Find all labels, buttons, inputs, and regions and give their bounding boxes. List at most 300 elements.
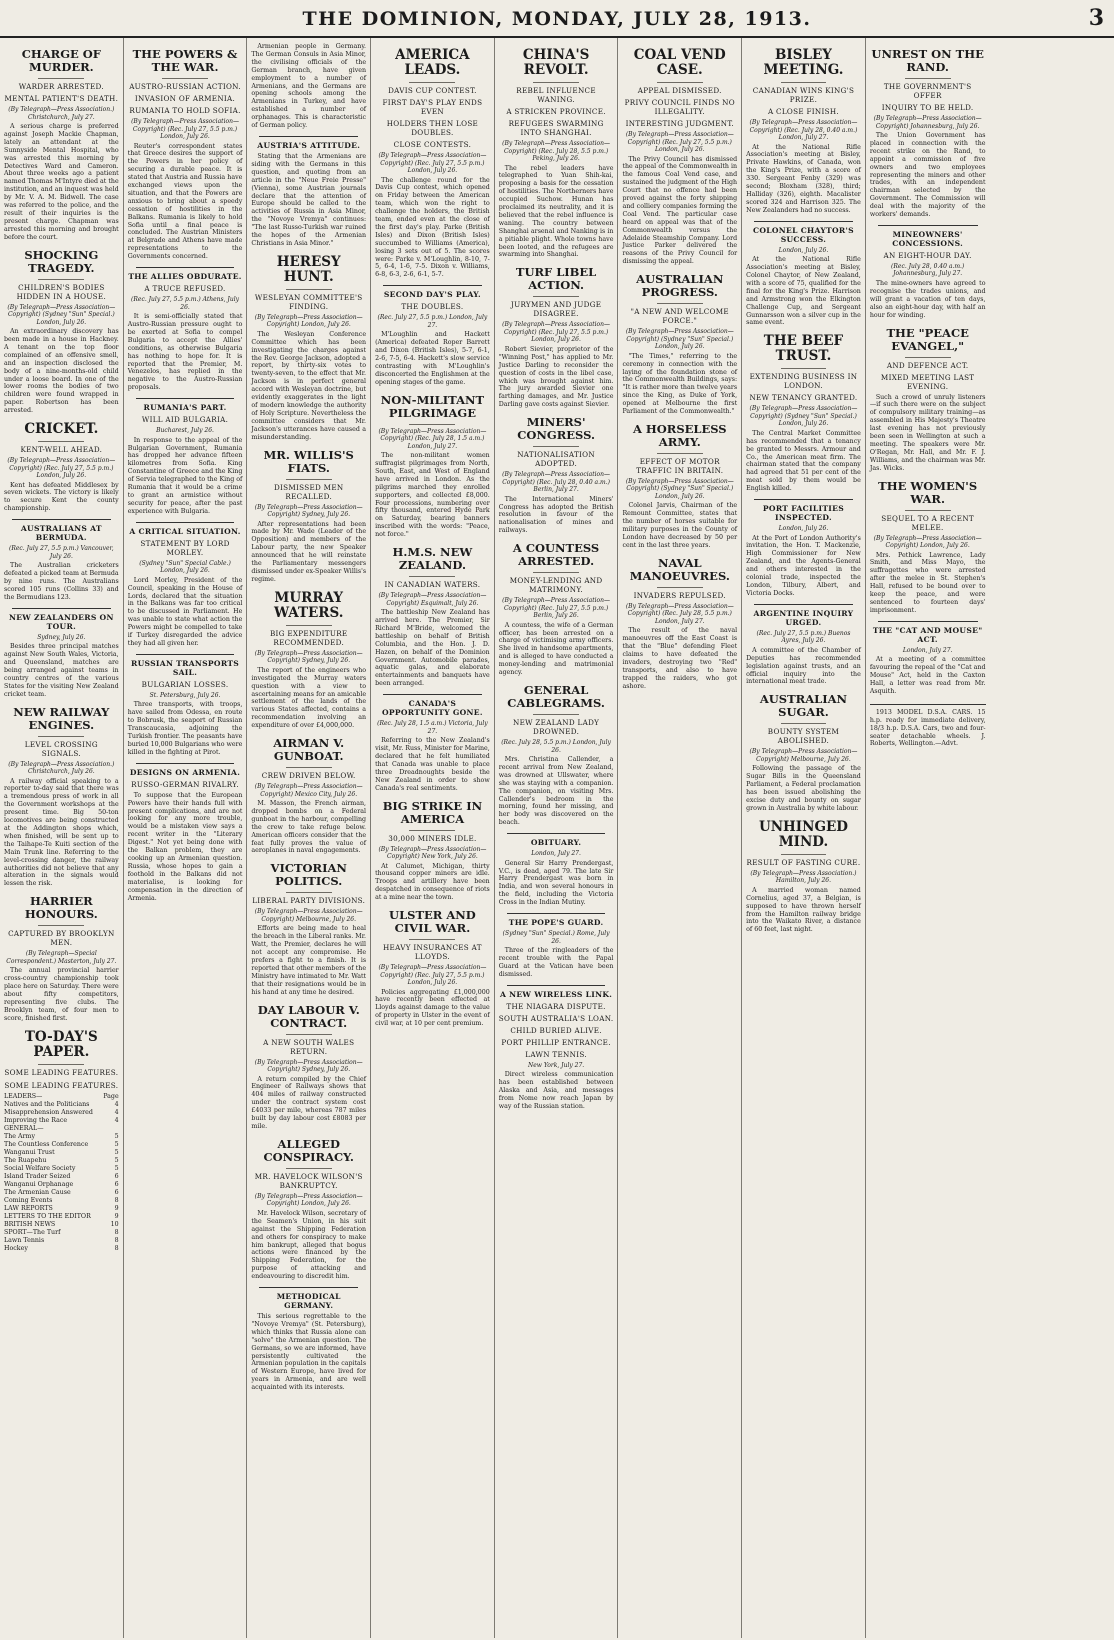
columns-container: [0, 38, 1114, 1638]
article-subhead: HEAVY INSURANCES AT LLOYDS.: [382, 943, 482, 962]
article: [499, 416, 614, 535]
article-body: A committee of the Chamber of Deputies has recommended legislation against trusts, and an official inquiry into the international meat trade.: [746, 646, 861, 686]
article-body: Lord Morley, President of the Council, speaking in the House of Lords, declared that the situation in the Balkans was far too critical to be discussed in Parliament. He was unable to state what action the Powers might be compelled to take if Turkey disregarded the advice they had all given her.: [127, 576, 243, 647]
article-subhead: DAVIS CUP CONTEST.: [388, 86, 477, 95]
article: [251, 591, 366, 730]
article-body: Reuter's correspondent states that Greece desires the support of the Powers in her policy of securing a durable peace. It is stated that Austria and Russia have exchanged views upon the situation, and that the Powers are anxious to bring about a speedy cessation of hostilities in the Balkans. Rumania is likely to hold Sofia until a final peace is concluded. The Austrian Ministers at Belgrade and Athens have made representations to the Governments concerned.: [127, 142, 243, 261]
article-dateline: (By Telegraph—Press Association—Copyright) (Rec. July 27, 5.5 p.m.) London, July 26.: [625, 131, 734, 153]
index-item-page: 8: [114, 1228, 119, 1236]
headline-rule: [533, 446, 579, 447]
headline-rule: [38, 78, 84, 79]
article-subhead: A NEW WIRELESS LINK.: [499, 989, 613, 999]
article-subhead: LEVEL CROSSING SIGNALS.: [24, 739, 98, 758]
article-headline: THE BEEF TRUST.: [763, 333, 844, 365]
news-column-2: [124, 38, 248, 1638]
article-body: Mrs. Pethick Lawrence, Lady Smith, and Miss Mayo, the suffragettes who were arrested after the melee in St. Stephen's Hall, refused to be bound over to keep the peace, and were sentenced to fourteen days' imprisonment.: [869, 551, 986, 614]
index-item: [4, 1101, 119, 1109]
index-item: [4, 1109, 119, 1117]
article-dateline: (By Telegraph—Press Association—Copyright) Melbourne, July 26.: [749, 748, 858, 763]
index-item: [4, 1141, 119, 1149]
article-dateline: New York, July 27.: [527, 1061, 585, 1069]
article: [499, 266, 614, 409]
article-body: Three transports, with troops, have sailed from Odessa, en route to Bobrusk, the seaport of Russian Transcaucasia, adjoining the Turkish frontier. The peasants have buried 10,000 Bulgarians who were killed in the fighting at Pirot.: [127, 701, 243, 756]
article-body: The result of the naval manoeuvres off the East Coast is that the "Blue" defending Fleet claims to have defeated the invaders, destroying two "Red" transports, and also to have trapped the raiders, who got ashore.: [622, 627, 738, 690]
index-item-label: The Ruapehu: [4, 1156, 47, 1164]
article: [4, 1030, 119, 1077]
article-body: At the National Rifle Association's meeting at Bisley, Private Hawkins, of Canada, won the King's Prize, with a score of 330. Sergeant Fenby (329) was second; Bloxham (328), third; Halliday (326), eighth. Macalister scored 324 and Harrison 325. The New Zealanders had no success.: [746, 143, 861, 214]
index-item: [4, 1125, 119, 1133]
index-item-page: 5: [114, 1164, 119, 1172]
headline-rule: [38, 1064, 84, 1065]
article-subhead: OBITUARY.: [530, 838, 582, 848]
article: [870, 327, 986, 473]
article: [375, 694, 490, 792]
article-headline: AUSTRALIAN SUGAR.: [759, 692, 848, 720]
section-divider: [754, 604, 853, 605]
article-body: M. Masson, the French airman, dropped bombs on a Federal gunboat in the harbour, compelling the crew to take refuge below. American officers consider that the feat fully proves the value of aeroplanes in naval engagements.: [251, 800, 367, 855]
section-divider: [754, 499, 853, 500]
article-dateline: St. Petersburg, July 26.: [149, 691, 221, 699]
index-item: [4, 1093, 119, 1101]
index-item-page: 5: [114, 1148, 119, 1156]
article-dateline: (By Telegraph—Press Association—Copyright) (Rec. July 28, 0.40 a.m.) London, July 27.: [749, 119, 858, 141]
article: [746, 693, 861, 812]
article-body: A married woman named Cornelius, aged 37, a Belgian, is supposed to have thrown herself from the Hamilton railway bridge into the Waikato River, a distance of 60 feet, last night.: [746, 886, 861, 934]
article-headline: NAVAL MANOEUVRES.: [629, 555, 730, 583]
section-divider: [878, 621, 978, 622]
article: [746, 48, 861, 215]
article-body: The Union Government has placed in connection with the recent strike on the Rand, to appoint a commission of five owners and two employees representing the miners and other trades, with an independent chairman selected by the Government. The Commission will deal with the majority of the workers' demands.: [869, 132, 986, 219]
index-item: [4, 1221, 119, 1229]
article-dateline: (Rec. July 27, 5.5 p.m.) London, July 27.: [377, 314, 488, 329]
article-body: Following the passage of the Sugar Bills in the Queensland Parliament, a Federal proclamation has been issued abolishing the excise duty and bounty on sugar grown in Australia by white labour.: [746, 765, 861, 812]
headline-rule: [162, 78, 208, 79]
article-body: The Australian cricketers defeated a picked team at Bermuda by nine runs. The Australians scored 105 runs (Collins 33) and the Bermudians 123.: [4, 562, 119, 601]
article-dateline: (By Telegraph—Press Association—Copyright) (Rec. July 27, 5.5 p.m.) Berlin, July 26.: [502, 597, 611, 620]
article-dateline: (By Telegraph—Press Association—Copyright) London, July 26.: [254, 1192, 363, 1208]
news-column-8: [866, 38, 990, 1638]
article: [870, 480, 986, 615]
article-dateline: (By Telegraph—Press Association—Copyright) Sydney, July 26.: [254, 1058, 363, 1074]
article-subhead: PORT FACILITIES INSPECTED.: [762, 504, 845, 523]
article-subhead: A TRUCE REFUSED.: [144, 284, 226, 294]
article-headline: NON-MILITANT PILGRIMAGE: [380, 392, 485, 420]
index-item: [4, 1173, 119, 1181]
article: [870, 621, 986, 696]
article-subhead: RUSSO-GERMAN RIVALRY.: [131, 779, 239, 789]
article-dateline: (Rec. July 28, 5.5 p.m.) London, July 26.: [501, 739, 611, 754]
article-dateline: Sydney, July 26.: [37, 633, 86, 641]
article-dateline: (By Telegraph—Press Association—Copyright) (Sydney "Sun" Special.) London, July 26.: [625, 477, 734, 500]
article-subhead: WESLEYAN COMMITTEE'S FINDING.: [254, 292, 363, 311]
article: [251, 43, 366, 130]
headline-rule: [781, 723, 827, 724]
article-body: The non-militant women suffragist pilgrimages from North, South, East, and West of England have arrived in London. As the pilgrims marched they enrolled supporters, and collected £8,000. Four processions, numbering over fifty thousand, entered Hyde Park on Saturday, bearing banners inscribed with the words: "Peace, not force.": [375, 452, 490, 539]
article: [251, 449, 366, 584]
headline-rule: [409, 939, 455, 940]
article: [128, 522, 243, 648]
article-dateline: (By Telegraph—Press Association—Copyright) (Rec. July 28, 5.5 p.m.) London, July 27.: [625, 602, 734, 625]
article-headline: COAL VEND CASE.: [633, 47, 726, 78]
index-item-label: Social Welfare Society: [4, 1164, 76, 1172]
article-subhead: RUMANIA'S PART.: [143, 403, 227, 413]
article-headline: VICTORIAN POLITICS.: [270, 861, 347, 889]
article-headline: BISLEY MEETING.: [763, 47, 844, 78]
article-body: Armenian people in Germany. The German Consuls in Asia Minor, the civilising officials of the German branch, have given employment to a number of Armenians, and the Germans are opening schools among the Armenians in Turkey, and have established a number of orphanages. This is characteristic of German policy.: [251, 43, 367, 130]
news-column-1: [0, 38, 124, 1638]
section-divider: [136, 763, 235, 764]
article-dateline: Bucharest, July 26.: [156, 427, 214, 435]
article-body: Stating that the Armenians are siding with the Germans in this question, and quoting from an article in the "Neue Freie Presse" (Vienna), some Austrian journals declare that the attention of Europe should be called to the activities of Russia in Asia Minor, the "Novoye Vremya" continues: "The last Russo-Turkish war ruined the hopes of the Armenian Christians in Asia Minor.": [251, 152, 367, 247]
article-dateline: (By Telegraph—Press Association—Copyright) (Rec. July 27, 5.5 p.m.) London, July 26.: [378, 964, 487, 987]
article-subhead: THE DOUBLES.: [401, 302, 464, 312]
article-dateline: (By Telegraph—Press Association.) Hamilton, July 26.: [750, 869, 857, 885]
news-column-5: [495, 38, 619, 1638]
headline-rule: [781, 82, 827, 83]
article: [622, 557, 737, 691]
headline-rule: [409, 424, 455, 425]
headline-rule: [533, 296, 579, 297]
article-body: Mr. Havelock Wilson, secretary of the Seamen's Union, in his suit against the Shipping Federation and others for conspiracy to make him bankrupt, alleged that bogus actions were financed by the Shipping Federation, for the purpose of attacking and endeavouring to discredit him.: [251, 1209, 367, 1281]
advertisement-notice: 1913 MODEL D.S.A. CARS. 15 h.p. ready for immediate delivery, 18/3 h.p. D.S.A. Cars, two and four-seater detachable wheels. J. Roberts, Wellington.—Advt.: [870, 704, 986, 749]
article-headline: CHARGE OF MURDER.: [21, 47, 101, 74]
article-dateline: (By Telegraph—Press Association—Copyright) (Rec. July 27, 5.5 p.m.) London, July 26.: [502, 321, 611, 344]
article: [128, 48, 243, 261]
article-dateline: (By Telegraph—Press Association—Copyright) (Rec. July 28, 0.40 a.m.) Berlin, July 27.: [502, 471, 611, 494]
article-subhead: NATIONALISATION ADOPTED.: [517, 450, 595, 469]
headline-rule: [286, 892, 332, 893]
article-subhead: RESULT OF FASTING CURE.: [746, 857, 861, 867]
article-dateline: (By Telegraph—Press Association—Copyright) (Sydney "Sun" Special.) London, July 26.: [7, 303, 116, 326]
article-dateline: (By Telegraph—Press Association—Copyright) London, July 26.: [873, 534, 982, 550]
index-item-label: Wanganui Orphanage: [4, 1180, 74, 1188]
article-dateline: (Sydney "Sun" Special.) Rome, July 26.: [502, 930, 610, 945]
article-subhead: SEQUEL TO A RECENT MELEE.: [881, 513, 975, 532]
index-item: [4, 1157, 119, 1165]
index-item: [4, 1165, 119, 1173]
headline-rule: [533, 572, 579, 573]
article-subhead: THE "CAT AND MOUSE" ACT.: [872, 625, 983, 644]
article-subhead: DESIGNS ON ARMENIA.: [129, 767, 241, 777]
article-body: A serious charge is preferred against Joseph Mackie Chapman, lately an attendant at the Sunnyside Mental Hospital, who was arrested this morning by Detectives Ward and Cameron. About three weeks ago a patient named Thomas M'Intyre died at the institution, and an inquest was held by Mr. V. A. M. Bidwell. The case was referred to the police, and the result of their inquiries is the present charge. Chapman was arrested this morning and brought before the court.: [4, 123, 119, 241]
article: [375, 48, 490, 279]
article: [251, 255, 366, 442]
article-headline: A HORSELESS ARMY.: [632, 421, 727, 449]
article-headline: UNREST ON THE RAND.: [871, 47, 984, 74]
todays-paper-index: [4, 1081, 119, 1253]
index-item: [4, 1189, 119, 1197]
article-headline: ULSTER AND CIVIL WAR.: [389, 908, 476, 936]
headline-rule: [409, 576, 455, 577]
article-subhead: RUSSIAN TRANSPORTS SAIL.: [130, 658, 240, 677]
article-body: "The Times," referring to the ceremony in connection with the laying of the foundation stone of the Commonwealth Buildings, says: "It is rather more than twelve years since the King, as Duke of York, opened at Melbourne the first Parliament of the Commonwealth.": [622, 352, 738, 416]
index-item-page: Page: [103, 1092, 119, 1100]
article-subhead: LIBERAL PARTY DIVISIONS.: [252, 896, 366, 906]
article-headline: TO-DAY'S PAPER.: [24, 1028, 98, 1060]
section-divider: [259, 136, 358, 137]
article-subhead: MIXED MEETING LAST EVENING.: [880, 372, 975, 391]
article-subhead: PRIVY COUNCIL FINDS NO ILLEGALITY.: [624, 98, 735, 116]
article-subhead: KENT-WELL AHEAD.: [20, 445, 103, 455]
article-dateline: (By Telegraph—Press Association—Copyright) Melbourne, July 26.: [254, 908, 363, 923]
section-divider: [507, 913, 606, 914]
article-body: Referring to the New Zealand's visit, Mr. Russ, Minister for Marine, declared that he felt humiliated that Canada was unable to place three Dreadnoughts beside the New Zealand in order to show Canada's real sentiments.: [375, 737, 490, 792]
article-subhead: AND DEFENCE ACT.: [886, 360, 969, 370]
section-divider: [136, 267, 235, 268]
index-item-label: Lawn Tennis: [4, 1236, 45, 1244]
article: [499, 985, 614, 1111]
article-subhead: INVADERS REPULSED.: [633, 590, 726, 600]
index-item-label: LEADERS—: [4, 1092, 43, 1100]
article-subhead: 30,000 MINERS IDLE.: [388, 833, 477, 843]
article-subhead: CANADA'S OPPORTUNITY GONE.: [381, 699, 483, 718]
headline-rule: [286, 767, 332, 768]
article-dateline: (By Telegraph—Press Association—Copyright) New York, July 26.: [378, 845, 487, 860]
section-divider: [259, 1287, 358, 1288]
article-subhead: "A NEW AND WELCOME FORCE.": [630, 307, 729, 326]
article-subhead: JURYMEN AND JUDGE DISAGREE.: [510, 300, 602, 319]
index-item: [4, 1181, 119, 1189]
article-dateline: London, July 27.: [902, 646, 953, 654]
article-subhead: AUSTRO-RUSSIAN ACTION.: [129, 82, 241, 91]
headline-rule: [409, 82, 455, 83]
section-divider: [507, 833, 606, 834]
article-subhead: APPEAL DISMISSED.: [637, 86, 722, 95]
article-subhead: METHODICAL GERMANY.: [276, 1292, 341, 1311]
article-subhead: BOUNTY SYSTEM ABOLISHED.: [767, 727, 840, 746]
index-item-page: 8: [114, 1236, 119, 1244]
section-divider: [383, 694, 482, 695]
headline-rule: [657, 303, 703, 304]
article: [251, 136, 366, 248]
index-heading: SOME LEADING FEATURES.: [4, 1080, 119, 1090]
article: [251, 1004, 366, 1131]
article-subhead: EXTENDING BUSINESS IN LONDON.: [749, 372, 858, 391]
article-headline: AIRMAN V. GUNBOAT.: [273, 736, 345, 764]
article-headline: MR. WILLIS'S FIATS.: [263, 447, 354, 475]
article-dateline: (Rec. July 28, 1.5 a.m.) Victoria, July 27.: [377, 720, 488, 735]
index-item: [4, 1117, 119, 1125]
headline-rule: [286, 1168, 332, 1169]
article-subhead: INTERESTING JUDGMENT.: [625, 119, 734, 128]
index-item-page: 6: [114, 1180, 119, 1188]
index-item: [4, 1149, 119, 1157]
headline-rule: [781, 368, 827, 369]
index-item-page: 9: [114, 1212, 119, 1220]
headline-rule: [286, 479, 332, 480]
article-subhead: FIRST DAY'S PLAY ENDS EVEN: [382, 98, 483, 116]
article-body: The Privy Council has dismissed the appeal of the Commonwealth in the famous Coal Vend case, and sustained the judgment of the High Court that no offence had been proved against the forty shipping and colliery companies forming the Coal Vend. The particular case heard on appeal was that of the Commonwealth versus the Adelaide Steamship Company. Lord Justice Parker delivered the reasons of the Privy Council for dismissing the appeal.: [622, 155, 738, 266]
headline-rule: [657, 82, 703, 83]
section-divider: [12, 608, 111, 609]
article-subhead: AUSTRALIANS AT BERMUDA.: [20, 524, 102, 543]
article-subhead: WILL AID BULGARIA.: [141, 415, 229, 425]
article: [499, 833, 614, 907]
article-headline: BIG STRIKE IN AMERICA: [382, 798, 483, 826]
article-body: At the National Rifle Association's meeting at Bisley, Colonel Chaytor, of New Zealand, with a score of 75, qualified for the final for the King's Prize. Harrison and Armstrong won the Elkington Challenge Cup, and Sergeant Gunnarsson won a silver cup in the same event.: [746, 256, 861, 327]
index-item-page: 6: [114, 1172, 119, 1180]
article-dateline: (Rec. July 27, 5.5 p.m.) Vancouver, July 26.: [9, 545, 114, 560]
article-body: The Central Market Committee has recommended that a tenancy be granted to Messrs. Armour and Co., the American meat firm. The chairman stated that the company had agreed that 51 per cent of the meat sold by them would be English killed.: [746, 429, 861, 493]
index-item: [4, 1197, 119, 1205]
article: [746, 820, 861, 934]
article-body: Direct wireless communication has been established between Alaska and Asia, and messages from Nome now reach Japan by way of the Russian station.: [498, 1071, 614, 1110]
article-subhead: CHILDREN'S BODIES HIDDEN IN A HOUSE.: [16, 282, 107, 301]
article-dateline: (By Telegraph—Press Association—Copyright) (Rec. July 27, 5.5 p.m.) London, July 26.: [378, 152, 487, 174]
article-dateline: (By Telegraph—Special Correspondent.) Masterton, July 27.: [6, 950, 117, 965]
article-subhead: INQUIRY TO BE HELD.: [881, 103, 974, 112]
article-subhead: A STRICKEN PROVINCE.: [506, 107, 606, 116]
section-divider: [136, 522, 235, 523]
article: [746, 499, 861, 598]
article: [499, 684, 614, 827]
article-body: To suppose that the European Powers have their hands full with present complications, and are not looking for any more trouble, would be a mistaken view says a recent writer in the "Literary Digest." Not yet being done with the Balkan problem, they are cooking up an Armenian question. Russia, whose hopes to gain a foothold in the Balkans did not materialise, is looking for compensation in the direction of Armenia.: [127, 791, 243, 902]
article-body: The International Miners' Congress has adopted the British resolution in favour of the nationalisation of mines and railways.: [498, 495, 614, 535]
masthead-title: THE DOMINION, MONDAY, JULY 28, 1913.: [302, 8, 812, 30]
article-body: Besides three principal matches against New South Wales, Victoria, and Queensland, matches are being arranged against teams in country centres of the various States for the visiting New Zealand cricket team.: [4, 643, 119, 698]
headline-rule: [533, 82, 579, 83]
article: [375, 394, 490, 539]
index-item-label: Misapprehension Answered: [4, 1108, 93, 1116]
article-dateline: London, July 27.: [531, 850, 581, 858]
article-body: The mine-owners have agreed to recognise the trades unions, and will grant a vacation of ten days, also an eight-hour day, with half an hour for winding.: [869, 279, 986, 319]
article: [622, 273, 737, 416]
article: [746, 604, 861, 687]
article: [251, 737, 366, 855]
article-subhead: A NEW SOUTH WALES RETURN.: [263, 1037, 355, 1056]
article-subhead: A CLOSE FINISH.: [767, 107, 839, 116]
article-headline: CHINA'S REVOLT.: [522, 47, 590, 78]
article-headline: TURF LIBEL ACTION.: [515, 265, 597, 293]
article-headline: GENERAL CABLEGRAMS.: [507, 683, 605, 710]
article-subhead: REFUGEES SWARMING INTO SHANGHAI.: [508, 119, 604, 137]
article-dateline: (By Telegraph—Press Association—Copyright) Sydney, July 26.: [254, 649, 363, 665]
article-headline: THE POWERS & THE WAR.: [132, 47, 238, 74]
article-body: Three of the ringleaders of the recent trouble with the Papal Guard at the Vatican have been dismissed.: [498, 947, 614, 978]
index-item: [4, 1229, 119, 1237]
article-headline: AUSTRALIAN PROGRESS.: [636, 272, 724, 300]
article-subhead: AUSTRIA'S ATTITUDE.: [257, 140, 361, 150]
headline-rule: [905, 357, 951, 358]
headline-rule: [905, 78, 951, 79]
article-body: Efforts are being made to heal the breach in the Liberal ranks. Mr. Watt, the Premier, declares he will not accept any compromise. He prefers a fight to a finish. It is reported that other members of the Ministry have intimated to Mr. Watt that their resignations would be in his hand at any time he desired.: [251, 925, 367, 996]
article: [499, 542, 614, 677]
article-subhead: SOME LEADING FEATURES.: [4, 1067, 119, 1077]
index-item-label: BRITISH NEWS: [4, 1220, 56, 1228]
headline-rule: [38, 279, 84, 280]
headline-rule: [38, 441, 84, 442]
section-divider: [136, 398, 235, 399]
article-headline: CRICKET.: [24, 421, 99, 438]
article-subhead: MENTAL PATIENT'S DEATH.: [4, 94, 119, 103]
article-subhead: DISMISSED MEN RECALLED.: [273, 482, 344, 501]
index-item: [4, 1245, 119, 1253]
index-item-label: The Armenian Cause: [4, 1188, 71, 1196]
index-item-label: SPORT—The Turf: [4, 1228, 61, 1236]
article-subhead: THE NIAGARA DISPUTE.: [506, 1001, 606, 1011]
article-body: A return compiled by the Chief Engineer of Railways shows that 404 miles of railway constructed under the contract system cost £4033 per mile, whereas 787 miles built by day labour cost £8083 per mile.: [251, 1075, 367, 1130]
article-subhead: COLONEL CHAYTOR'S SUCCESS.: [752, 225, 854, 244]
section-divider: [754, 221, 853, 222]
index-item-page: 6: [114, 1188, 119, 1196]
article-dateline: (Rec. July 27, 5.5 p.m.) Athens, July 26.: [131, 296, 239, 311]
headline-rule: [657, 587, 703, 588]
article-dateline: (By Telegraph—Press Association—Copyright) (Sydney "Sun" Special.) London, July 26.: [625, 328, 734, 351]
article-body: This serious regrettable to the "Novoye Vremya" (St. Petersburg), which thinks that Russia alone can "solve" the Armenian question. The Germans, so we are informed, have persistently cultivated the Armenian population in the capitals of Western Europe, have lived for years in Armenia, and are well acquainted with its interests.: [251, 1313, 367, 1392]
article: [870, 48, 986, 219]
section-divider: [507, 985, 606, 986]
article-dateline: (By Telegraph—Press Association—Copyright) London, July 26.: [254, 313, 363, 329]
article-subhead: BIG EXPENDITURE RECOMMENDED.: [269, 628, 348, 647]
article-dateline: (Rec. July 28, 0.40 a.m.) Johannesburg, July 27.: [891, 262, 965, 278]
article-subhead: CAPTURED BY BROOKLYN MEN.: [8, 929, 115, 948]
article: [499, 48, 614, 259]
article-body: At the Port of London Authority's invitation, the Hon. T. Mackenzie, High Commissioner for New Zealand, and the Agents-General and others interested in the colonial trade, inspected the London, Tilbury, Albert, and Victoria Docks.: [746, 534, 861, 597]
article-subhead: AN EIGHT-HOUR DAY.: [883, 250, 972, 260]
article-subhead: MINEOWNERS' CONCESSIONS.: [892, 229, 964, 248]
article-dateline: (By Telegraph—Press Association—Copyright) (Rec. July 28, 5.5 p.m.) Peking, July 26.: [502, 140, 611, 162]
article-body: Such a crowd of unruly listeners—if such there were on the subject of compulsory military training—as assembled in His Majesty's Theatre last evening has not previously been seen in Wellington at such a meeting. The speakers were Mr. O'Regan, Mr. Hall, and Mr. F. J. Williams, and the chairman was Mr. Jas. Wicks.: [869, 393, 986, 472]
index-item-label: Coming Events: [4, 1196, 53, 1204]
article-subhead: THE ALLIES OBDURATE.: [128, 272, 242, 282]
article: [375, 285, 490, 386]
headline-rule: [38, 925, 84, 926]
article-body: General Sir Harry Prendergast, V.C., is dead, aged 79. The late Sir Harry Prendergast was born in India, and won several honours in the field, including the Victoria Cross in the Indian Mutiny.: [498, 859, 614, 907]
article-headline: THE "PEACE EVANGEL,": [886, 325, 969, 353]
article-headline: UNHINGED MIND.: [758, 818, 848, 850]
headline-rule: [409, 830, 455, 831]
article-headline: A COUNTESS ARRESTED.: [512, 541, 600, 569]
section-divider: [136, 654, 235, 655]
article-dateline: (By Telegraph—Press Association—Copyright) Mexico City, July 26.: [254, 783, 363, 798]
article-subhead: MR. HAVELOCK WILSON'S BANKRUPTCY.: [254, 1171, 363, 1190]
article-body: The rebel leaders have telegraphed to Yuan Shih-kai, proposing a basis for the cessation of hostilities. The Northerners have occupied Suchow. Hunan has proclaimed its neutrality, and it is believed that the rebel influence is waning. The country between Shanghai arsenal and Nanking is in a pitiable plight. Whole towns have been looted, and the refugees are swarming into Shanghai.: [498, 164, 614, 259]
article-dateline: (By Telegraph—Press Association—Copyright) (Rec. July 27, 5.5 p.m.) London, July 26.: [131, 118, 239, 140]
article-subhead: A CRITICAL SITUATION.: [129, 526, 241, 536]
index-item-page: 8: [114, 1244, 119, 1252]
article: [4, 519, 119, 602]
article-body: M'Loughlin and Hackett (America) defeated Roper Barrett and Dixon (British Isles), 5-7, 6-1, 2-6, 7-5, 6-4. Hackett's slow service contrasting with M'Loughlin's disconcerted the Englishmen at the opening stages of the game.: [375, 331, 490, 386]
article-dateline: (By Telegraph—Press Association—Copyright) (Rec. July 27, 5.5 p.m.) London, July 26.: [7, 457, 116, 480]
article: [746, 221, 861, 328]
article-subhead: REBEL INFLUENCE WANING.: [516, 86, 596, 104]
index-item-page: 9: [114, 1204, 119, 1212]
article: [4, 422, 119, 513]
article: [4, 249, 119, 415]
article-subhead: CANADIAN WINS KING'S PRIZE.: [752, 86, 855, 104]
article-dateline: (By Telegraph—Press Association.) Christchurch, July 27.: [8, 106, 115, 121]
article-body: Kent has defeated Middlesex by seven wickets. The victory is likely to secure Kent the county championship.: [4, 481, 119, 513]
article: [4, 608, 119, 699]
article-subhead: BULGARIAN LOSSES.: [141, 679, 229, 689]
article-subhead: NEW TENANCY GRANTED.: [749, 393, 858, 403]
index-item-page: 5: [114, 1140, 119, 1148]
article-body: At Calumet, Michigan, thirty thousand copper miners are idle. Troops and artillery have been despatched in consequence of riots at a mine near the town.: [375, 862, 490, 902]
article: [622, 423, 737, 550]
index-item-label: Improving the Race: [4, 1116, 68, 1124]
article: [4, 895, 119, 1022]
article-headline: HARRIER HONOURS.: [24, 894, 98, 922]
headline-rule: [781, 854, 827, 855]
article-headline: SHOCKING TRAGEDY.: [24, 247, 99, 275]
headline-rule: [286, 289, 332, 290]
headline-rule: [38, 736, 84, 737]
index-item-page: 8: [114, 1196, 119, 1204]
section-divider: [12, 519, 111, 520]
article: [128, 654, 243, 757]
article-body: A countess, the wife of a German officer, has been arrested on a charge of victimising army officers. She lived in handsome apartments, and is alleged to have conducted a money-lending and matrimonial agency.: [498, 621, 614, 677]
article-body: Robert Sievier, proprietor of the "Winning Post," has applied to Mr. Justice Darling to reconsider the question of costs in the libel case, which was brought against him. The jury awarded Sievier one farthing damages, and Mr. Justice Darling gave costs against Sievier.: [498, 345, 614, 409]
